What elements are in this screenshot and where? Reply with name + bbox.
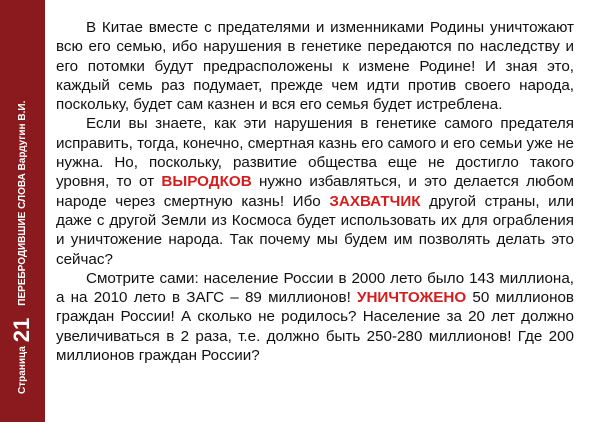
paragraph-text: 50 миллионов граждан России! А сколько не родилось? Население за 20 лет должно увеличиваться в 2 раза, т.е. должно быть 250-280 миллионов! Где 200 миллионов граждан России?: [56, 289, 574, 365]
paragraph-text: Если вы знаете, как эти нарушения в генетике самого предателя исправить, тогда, конечно, смертная казнь его самого и его семьи уже не нужна. Но, поскольку, развитие общества еще не достигло такого уровня, то от: [56, 115, 574, 191]
paragraph: [56, 114, 574, 268]
paragraph: [56, 269, 574, 365]
series-title: ПЕРЕБРОДИВШИЕ СЛОВА Вардугин В.И.: [16, 100, 28, 306]
page-number: 21: [9, 317, 34, 343]
sidebar-caption: [11, 101, 33, 394]
paragraph-text: другой страны, или даже с другой Земли из Космоса будет использовать их для ограбления и уничтожение народа. Так почему мы будем им позволять делать это сейчас?: [56, 192, 574, 268]
highlight-word: УНИЧТОЖЕНО: [357, 289, 467, 307]
paragraph-text: нужно избавляться, и это делается любом народе через смертную казнь! Ибо: [56, 173, 574, 210]
sidebar: [0, 0, 45, 422]
document-body: [56, 18, 574, 365]
page-label: Страница: [16, 346, 28, 394]
paragraph-text: В Китае вместе с предателями и изменниками Родины уничтожают всю его семью, ибо нарушения в генетике передаются по наследству и его потомки будут предрасположены к измене Родине! И зная это, каждый семь раз подумает, прежде чем идти против своего народа, поскольку, будет сам казнен и вся его семья будет истреблена.: [56, 19, 574, 114]
paragraph: [56, 18, 574, 114]
paragraph-text: Смотрите сами: население России в 2000 лето было 143 миллиона, а на 2010 лето в ЗАГС – 89 миллионов!: [56, 269, 574, 307]
highlight-word: ЗАХВАТЧИК: [329, 192, 421, 210]
highlight-word: ВЫРОДКОВ: [161, 173, 252, 191]
